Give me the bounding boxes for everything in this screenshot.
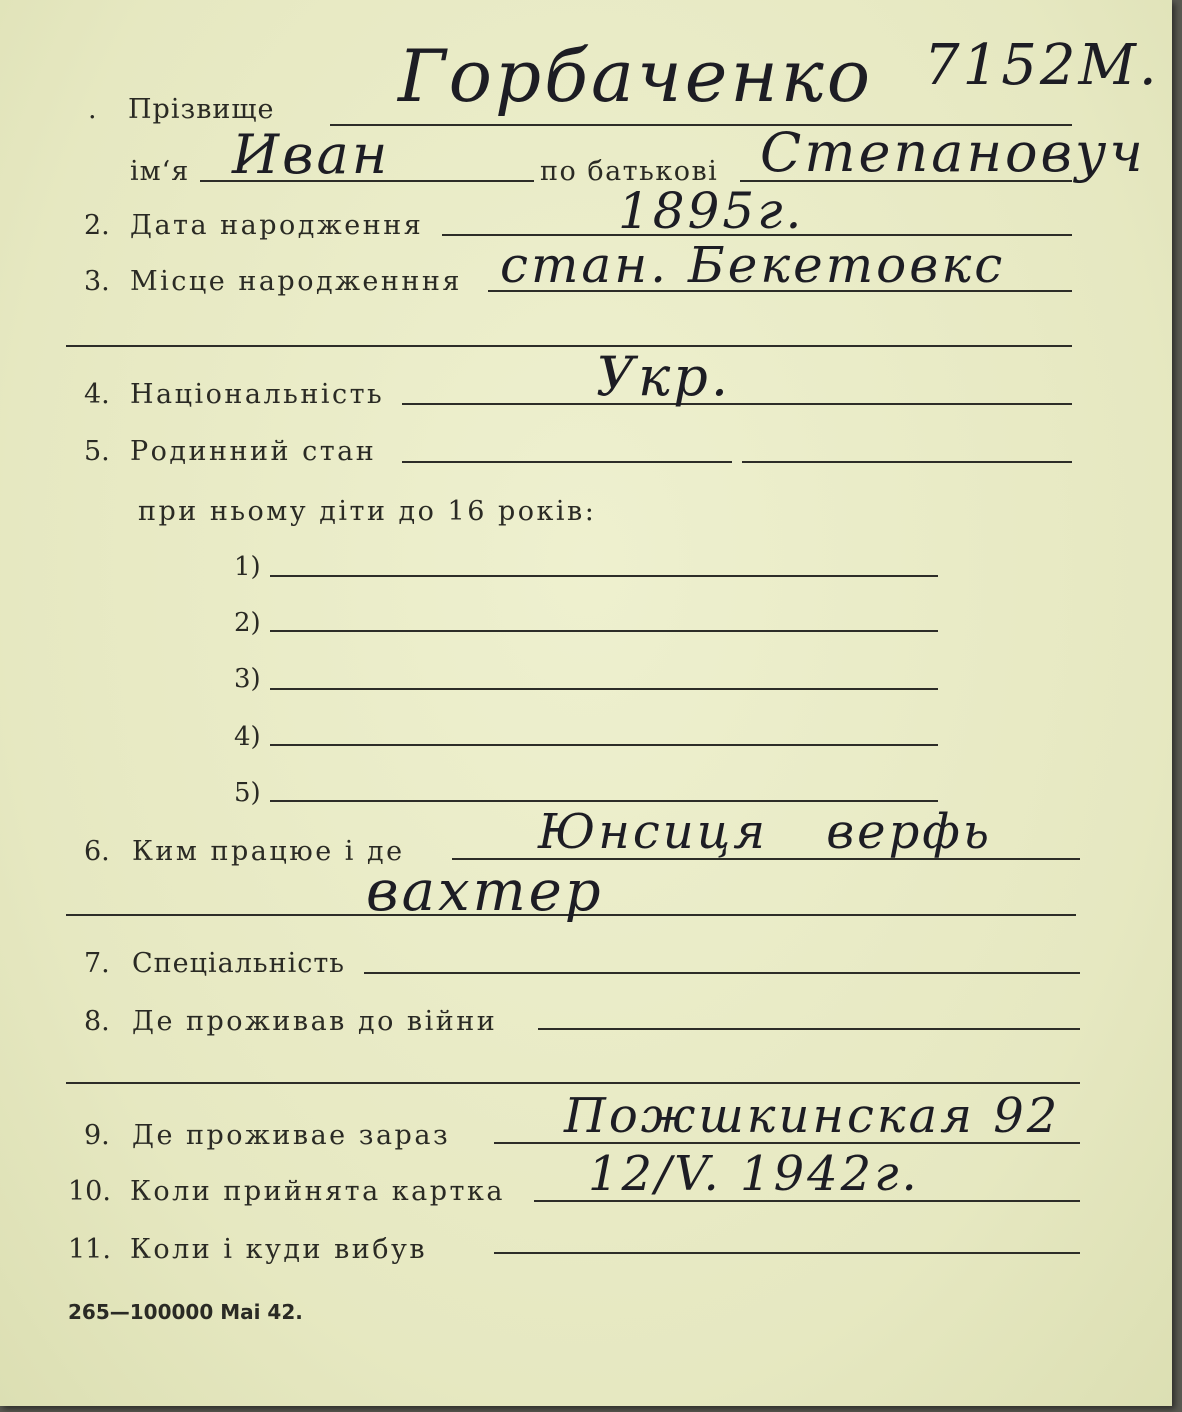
print-run-footer: 265—100000 Mai 42. [68,1300,303,1324]
child-1-index: 1) [234,552,261,582]
birth-date-label: Дата народження [130,210,424,241]
marital-status-line-b [742,461,1072,463]
current-residence-label: Де проживаe зараз [132,1120,451,1151]
card-accepted-label: Коли прийнята картка [130,1176,505,1207]
birth-place-handwritten: стан. Бекетовкс [500,236,1006,294]
marital-status-line-a [402,461,732,463]
prewar-residence-label: Де проживав до війни [132,1006,498,1037]
marital-status-label: Родинний стан [130,436,377,467]
card-number-handwritten: 7152М. [924,33,1160,98]
field-11-number: 11. [68,1234,111,1265]
workplace-label: Ким працюе і де [132,836,405,867]
patronymic-label: по батькові [540,156,719,187]
field-7-number: 7. [84,948,110,979]
field-4-number: 4. [84,379,110,410]
field-5-number: 5. [84,436,110,467]
nationality-label: Національність [130,379,385,410]
child-5-line [270,800,938,802]
child-2-index: 2) [234,608,261,638]
card-accepted-handwritten: 12/V. 1942г. [588,1146,920,1202]
children-label: при ньому діти до 16 років: [138,496,597,527]
field-9-number: 9. [84,1120,110,1151]
child-3-index: 3) [234,664,261,694]
nationality-handwritten: Укр. [596,345,732,408]
prewar-residence-line-2 [66,1082,1080,1084]
name-label: ім‘я [130,156,190,187]
child-1-line [270,575,938,577]
child-3-line [270,688,938,690]
birth-date-handwritten: 1895г. [618,182,805,240]
child-5-index: 5) [234,778,261,808]
field-1-number: . [88,94,97,125]
child-2-line [270,630,938,632]
surname-label: Прізвище [128,94,275,125]
current-residence-handwritten: Пожшкинская 92 [564,1088,1061,1144]
surname-handwritten: Горбаченко [398,34,874,118]
field-8-number: 8. [84,1006,110,1037]
departure-line [494,1252,1080,1254]
birth-place-label: Місце народженння [130,266,462,297]
patronymic-handwritten: Степановуч [760,121,1146,184]
field-10-number: 10. [68,1176,111,1207]
name-handwritten: Иван [232,123,391,186]
child-4-line [270,744,938,746]
field-6-number: 6. [84,836,110,867]
workplace-handwritten-1: Юнсиця верфь [538,804,992,860]
birth-place-line-2 [66,345,1072,347]
specialty-line [364,972,1080,974]
field-2-number: 2. [84,210,110,241]
workplace-handwritten-2: вахтер [366,859,604,924]
field-3-number: 3. [84,266,110,297]
nationality-line [402,403,1072,405]
departure-label: Коли і куди вибув [130,1234,428,1265]
child-4-index: 4) [234,722,261,752]
prewar-residence-line [538,1028,1080,1030]
specialty-label: Спеціальність [132,948,345,979]
